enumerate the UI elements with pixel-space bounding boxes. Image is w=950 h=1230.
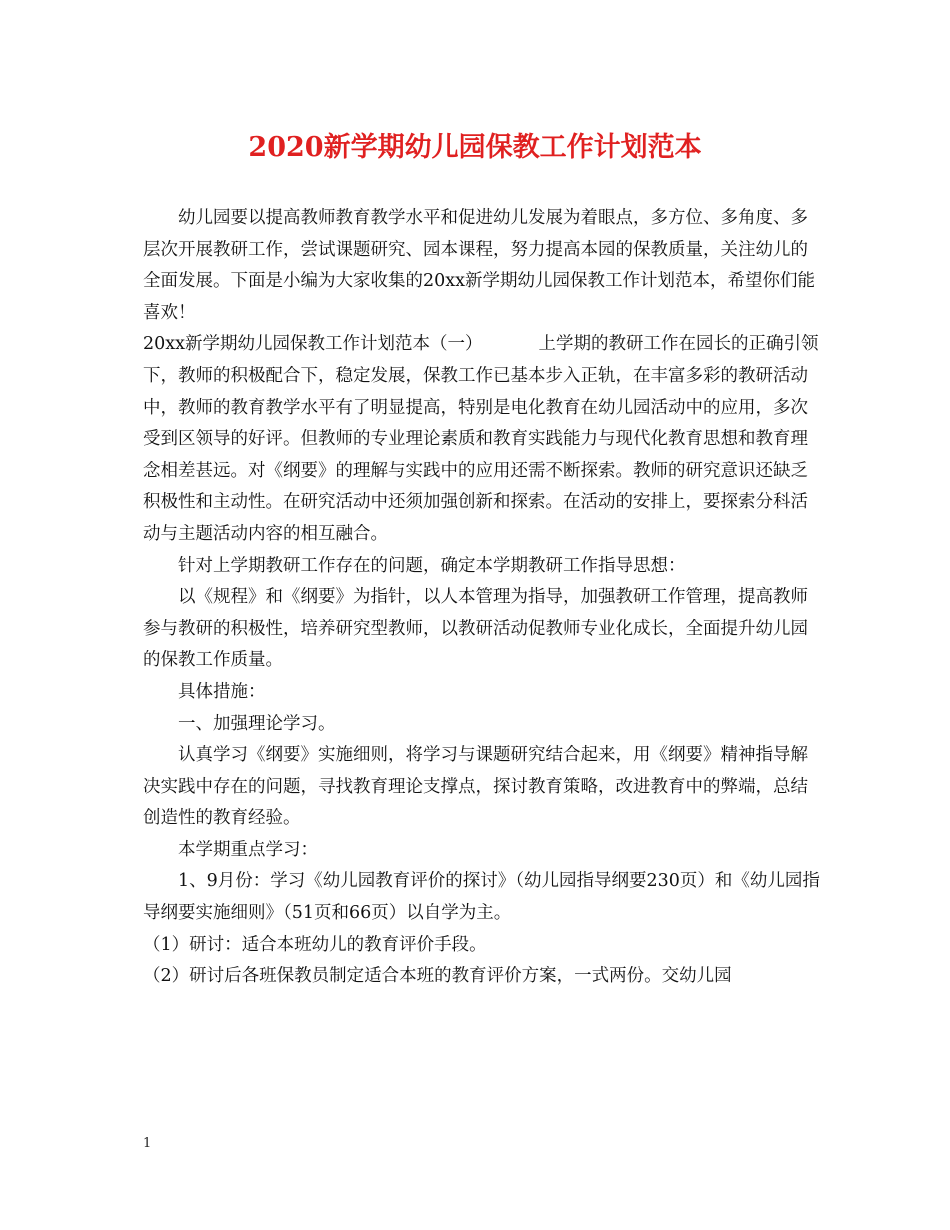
- document-body: [143, 203, 821, 993]
- guiding-principle-paragraph: 以《规程》和《纲要》为指针，以人本管理为指导，加强教研工作管理，提高教师参与教研的积极性，培养研究型教师，以教研活动促教师专业化成长，全面提升幼儿园的保教工作质量。: [143, 587, 808, 671]
- intro-paragraph: 幼儿园要以提高教师教育教学水平和促进幼儿发展为着眼点，多方位、多角度、多层次开展教研工作，尝试课题研究、园本课程，努力提高本园的保教质量，关注幼儿的全面发展。下面是小编为大家收集的20xx新学期幼儿园保教工作计划范本，希望你们能喜欢！: [143, 208, 816, 323]
- study-subitem-2: （2）研讨后各班保教员制定适合本班的教育评价方案，一式两份。交幼儿园: [143, 966, 732, 987]
- section-text: 上学期的教研工作在园长的正确引领下，教师的积极配合下，稳定发展，保教工作已基本步入正轨，在丰富多彩的教研活动中，教师的教育教学水平有了明显提高，特别是电化教育在幼儿园活动中的应用，多次受到区领导的好评。但教师的专业理论素质和教育实践能力与现代化教育思想和教育理念相差甚远。对《纲要》的理解与实践中的应用还需不断探索。教师的研究意识还缺乏积极性和主动性。在研究活动中还须加强创新和探索。在活动的安排上，要探索分科活动与主题活动内容的相互融合。: [143, 334, 819, 544]
- key-study-heading: 本学期重点学习：: [178, 839, 318, 860]
- section-paragraph: [143, 329, 821, 550]
- measure-one-heading: 一、加强理论学习。: [178, 713, 336, 734]
- study-subitem-1: （1）研讨：适合本班幼儿的教育评价手段。: [143, 934, 487, 955]
- document-title: 2020新学期幼儿园保教工作计划范本: [248, 132, 702, 163]
- measures-heading: 具体措施：: [178, 681, 266, 702]
- page-number: 1: [143, 1136, 152, 1151]
- september-study-item: 1、9月份：学习《幼儿园教育评价的探讨》（幼儿园指导纲要230页）和《幼儿园指导纲要实施细则》（51页和66页）以自学为主。: [143, 871, 820, 924]
- section-heading: 20xx新学期幼儿园保教工作计划范本（一）: [143, 334, 483, 355]
- guiding-principle-intro: 针对上学期教研工作存在的问题，确定本学期教研工作指导思想：: [178, 555, 686, 576]
- measure-one-paragraph: 认真学习《纲要》实施细则，将学习与课题研究结合起来，用《纲要》精神指导解决实践中存在的问题，寻找教育理论支撑点，探讨教育策略，改进教育中的弊端，总结创造性的教育经验。: [143, 745, 808, 829]
